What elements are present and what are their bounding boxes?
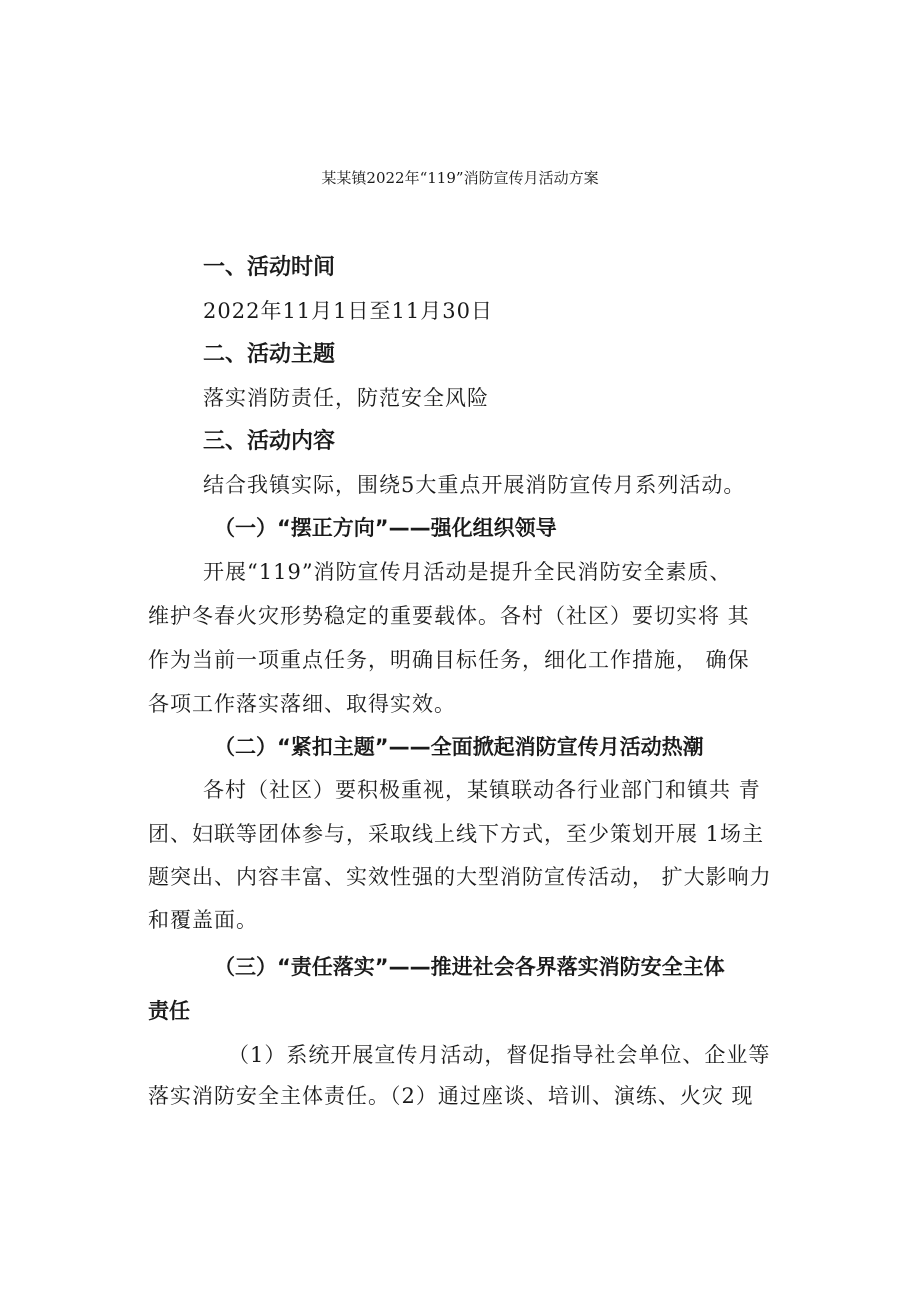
section2-text: 落实消防责任，防范安全风险 bbox=[203, 386, 489, 410]
subsection3-heading: （三）“责任落实”——推进社会各界落实消防安全主体 bbox=[214, 955, 725, 979]
subsection1-heading: （一）“摆正方向”——强化组织领导 bbox=[214, 516, 557, 540]
subsection1-line: 维护冬春火灾形势稳定的重要载体。各村（社区）要切实将 其 bbox=[148, 604, 750, 628]
subsection3-line: （1）系统开展宣传月活动，督促指导社会单位、企业等 bbox=[228, 1043, 771, 1067]
subsection2-line: 团、妇联等团体参与，采取线上线下方式，至少策划开展 1场主 bbox=[148, 822, 765, 846]
subsection2-line: 和覆盖面。 bbox=[148, 908, 258, 932]
subsection3-line: 落实消防安全主体责任。（2）通过座谈、培训、演练、火灾 现 bbox=[148, 1084, 754, 1108]
subsection2-heading: （二）“紧扣主题”——全面掀起消防宣传月活动热潮 bbox=[214, 735, 704, 759]
section3-intro: 结合我镇实际，围绕5大重点开展消防宣传月系列活动。 bbox=[203, 473, 746, 497]
section2-heading: 二、活动主题 bbox=[203, 342, 336, 367]
subsection2-line: 各村（社区）要积极重视，某镇联动各行业部门和镇共 青 bbox=[203, 778, 761, 802]
section1-text: 2022年11月1日至11月30日 bbox=[203, 299, 493, 323]
subsection1-line: 开展“119”消防宣传月活动是提升全民消防安全素质、 bbox=[203, 560, 732, 584]
section1-heading: 一、活动时间 bbox=[203, 255, 336, 280]
section3-heading: 三、活动内容 bbox=[203, 429, 336, 454]
subsection1-line: 作为当前一项重点任务，明确目标任务，细化工作措施， 确保 bbox=[148, 648, 750, 672]
subsection3-heading-continuation: 责任 bbox=[148, 999, 190, 1023]
document-title: 某某镇2022年“119”消防宣传月活动方案 bbox=[321, 169, 599, 187]
subsection2-line: 题突出、内容丰富、实效性强的大型消防宣传活动， 扩大影响力 bbox=[148, 865, 772, 889]
subsection1-line: 各项工作落实落细、取得实效。 bbox=[148, 692, 456, 716]
